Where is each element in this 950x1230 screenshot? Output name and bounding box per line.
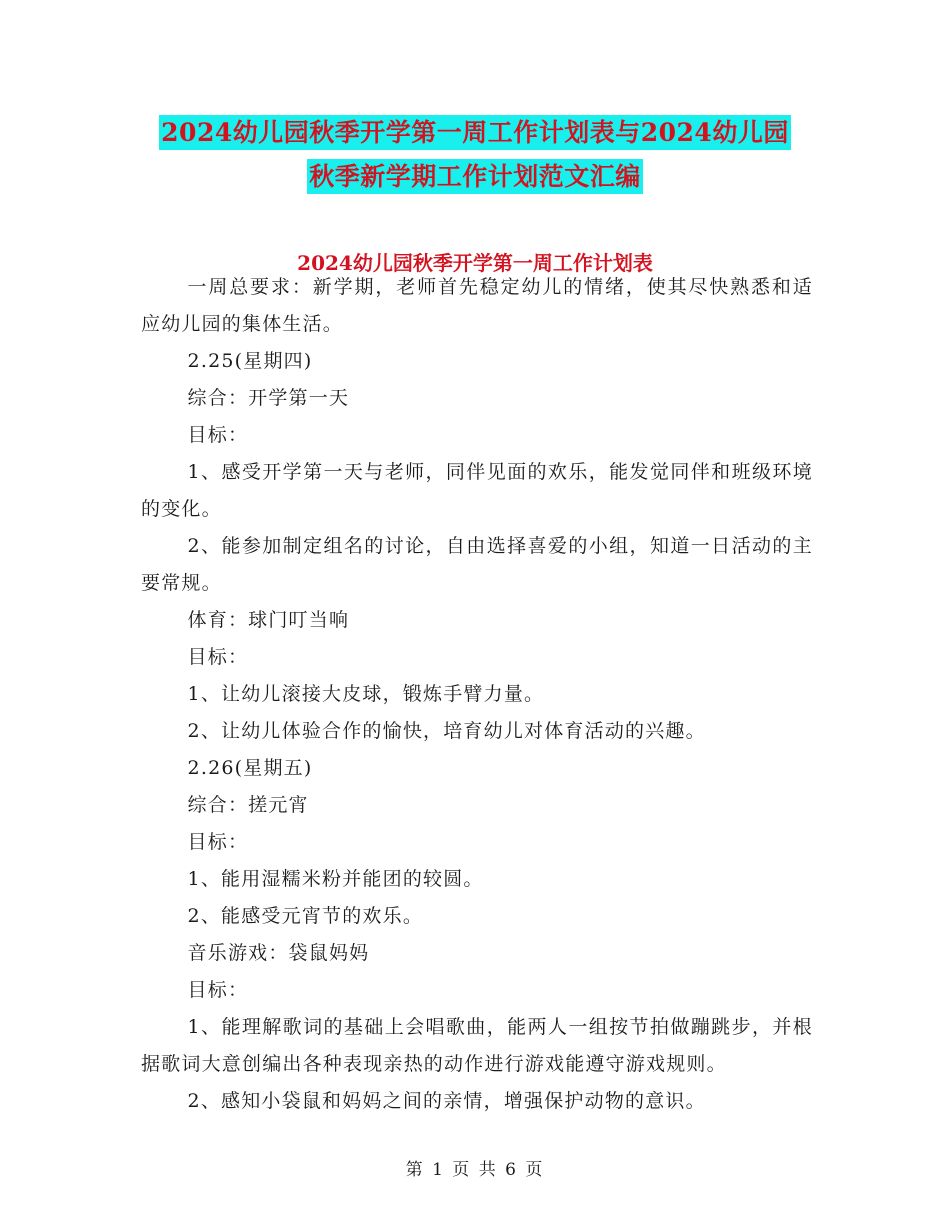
paragraph: 综合：开学第一天 xyxy=(187,387,350,409)
paragraph: 目标： xyxy=(187,646,249,668)
paragraph: 2、让幼儿体验合作的愉快，培育幼儿对体育活动的兴趣。 xyxy=(187,720,706,742)
document-title-line-2: 秋季新学期工作计划范文汇编 xyxy=(0,157,950,193)
document-title-line-1: 2024幼儿园秋季开学第一周工作计划表与2024幼儿园 xyxy=(0,113,950,149)
paragraph: 2、感知小袋鼠和妈妈之间的亲情，增强保护动物的意识。 xyxy=(187,1090,706,1112)
document-body xyxy=(141,269,813,1120)
paragraph: 体育：球门叮当响 xyxy=(187,609,350,631)
paragraph: 1、能理解歌词的基础上会唱歌曲，能两人一组按节拍做蹦跳步，并根据歌词大意创编出各种表现亲热的动作进行游戏能遵守游戏规则。 xyxy=(141,1016,813,1075)
paragraph: 2、能感受元宵节的欢乐。 xyxy=(187,905,424,927)
paragraph: 目标： xyxy=(187,424,249,446)
paragraph: 音乐游戏：袋鼠妈妈 xyxy=(187,942,370,964)
paragraph: 1、感受开学第一天与老师，同伴见面的欢乐，能发觉同伴和班级环境的变化。 xyxy=(141,461,813,520)
paragraph: 目标： xyxy=(187,979,249,1001)
paragraph: 2、能参加制定组名的讨论，自由选择喜爱的小组，知道一日活动的主要常规。 xyxy=(141,535,813,594)
paragraph: 目标： xyxy=(187,831,249,853)
paragraph: 2.25(星期四) xyxy=(187,350,313,372)
paragraph: 一周总要求：新学期，老师首先稳定幼儿的情绪，使其尽快熟悉和适应幼儿园的集体生活。 xyxy=(141,276,813,335)
paragraph: 综合：搓元宵 xyxy=(187,794,309,816)
section-title: 2024幼儿园秋季开学第一周工作计划表 xyxy=(297,251,653,275)
page-footer: 第 1 页 共 6 页 xyxy=(405,1160,545,1180)
paragraph: 1、能用湿糯米粉并能团的较圆。 xyxy=(187,868,484,890)
paragraph: 1、让幼儿滚接大皮球，锻炼手臂力量。 xyxy=(187,683,545,705)
paragraph: 2.26(星期五) xyxy=(187,757,313,779)
